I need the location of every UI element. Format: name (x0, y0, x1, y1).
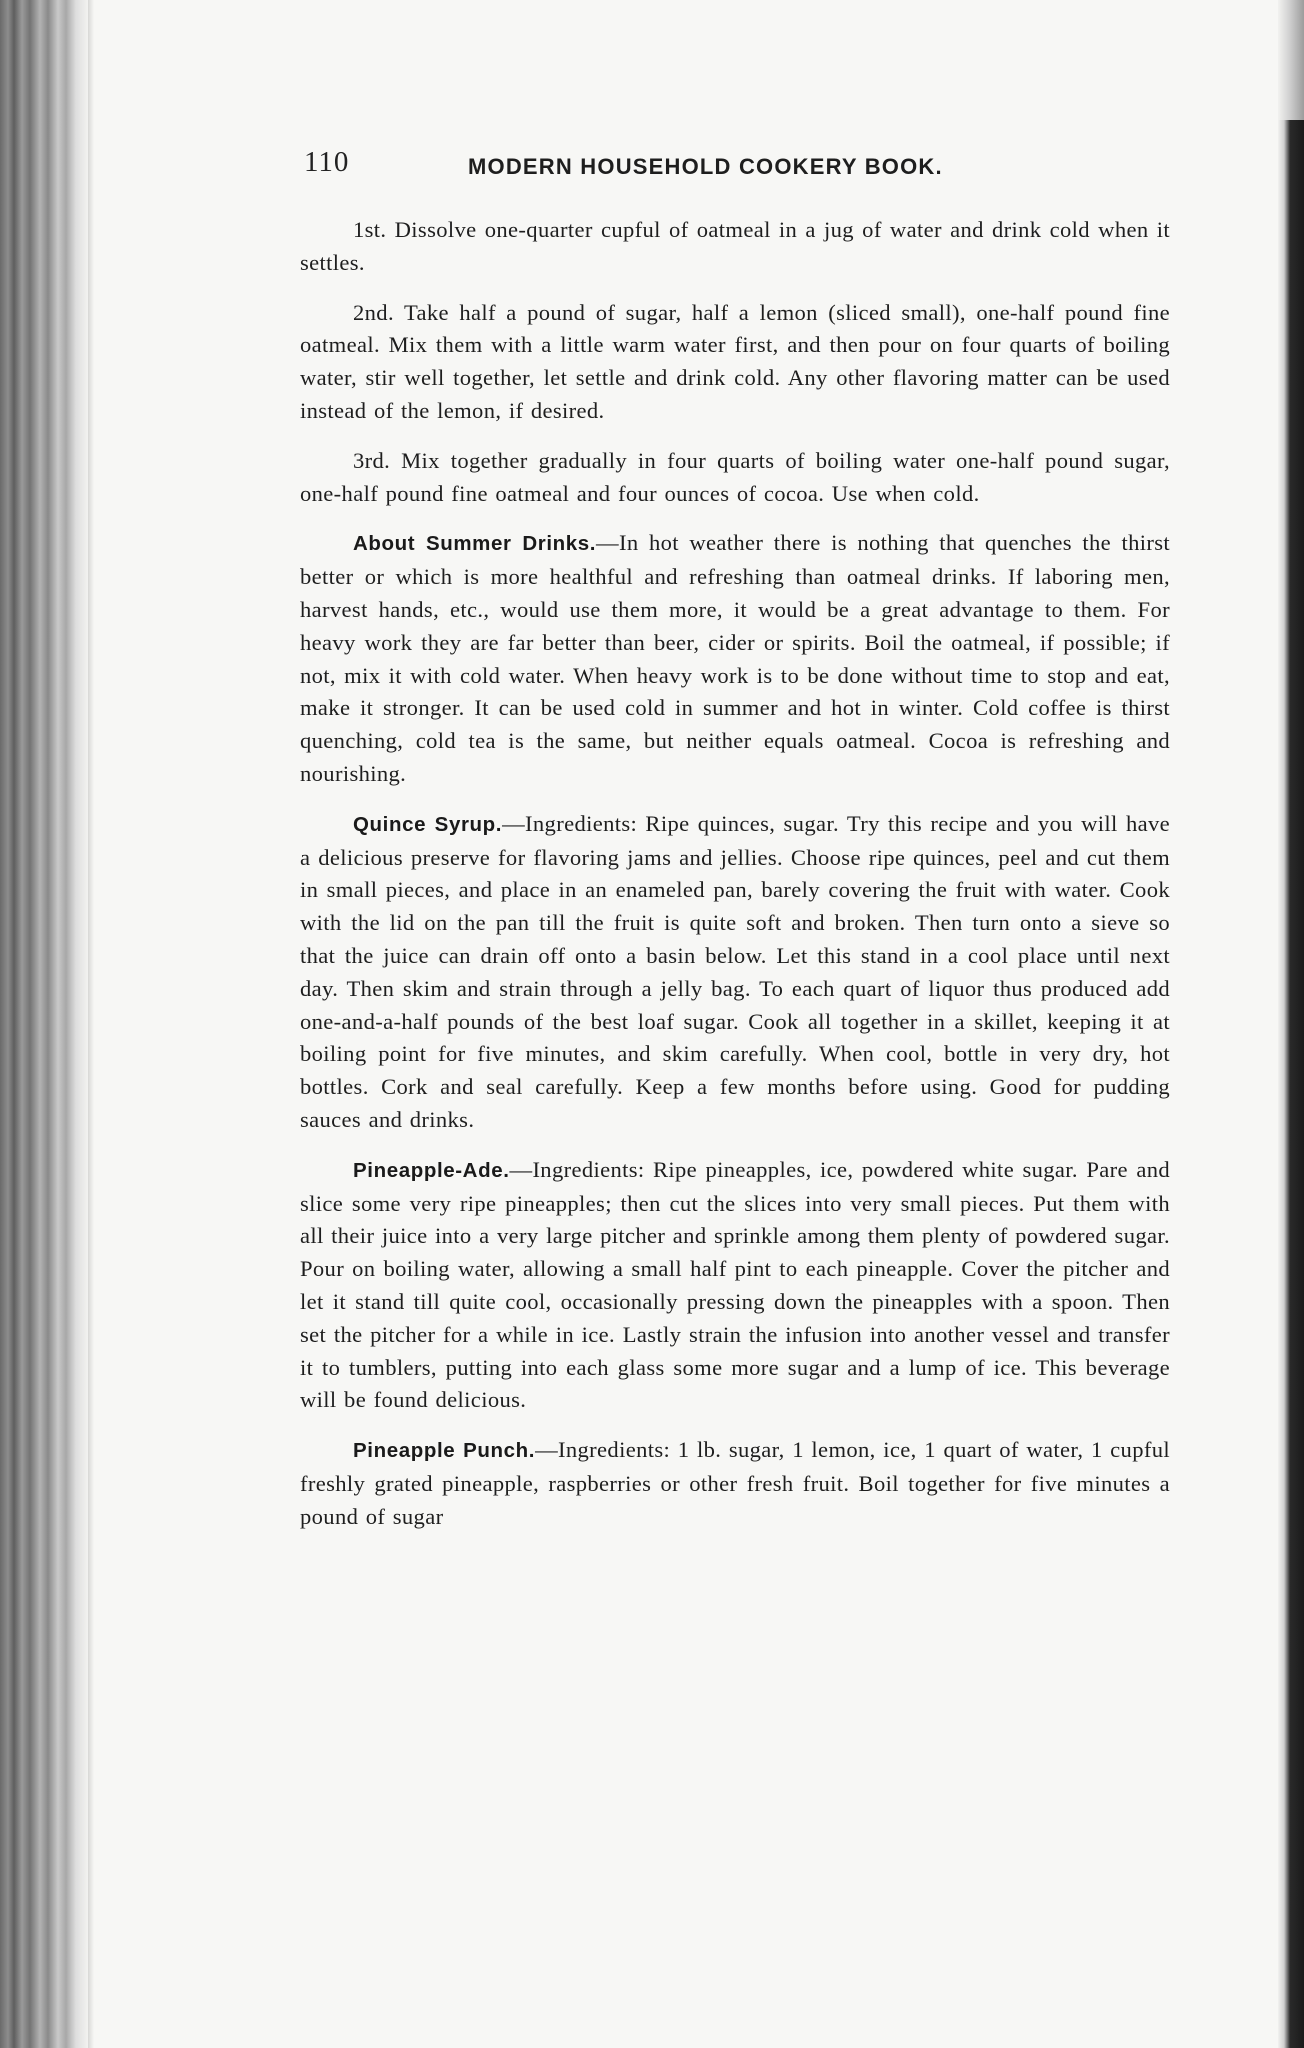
em-dash: — (502, 810, 526, 836)
page-right-edge (1278, 0, 1304, 2048)
paragraph-text: 3rd. Mix together gradually in four quarts of boiling water one-half pound sugar, one-half pound fine oatmeal and four ounces of cocoa. Use when cold. (300, 447, 1170, 506)
paragraph-text: 1st. Dissolve one-quarter cupful of oatmeal in a jug of water and drink cold when it settles. (300, 217, 1170, 275)
em-dash: — (596, 530, 619, 556)
section-heading: Pineapple Punch. (353, 1439, 536, 1463)
paragraph-text: 2nd. Take half a pound of sugar, half a lemon (sliced small), one-half pound fine oatmeal. Mix them with a little warm water first, and then pour on four quarts of boiling water, stir well together, let settle and drink cold. Any other flavoring matter can be used instead of the lemon, if desired. (300, 299, 1170, 423)
em-dash: — (509, 1156, 533, 1182)
paragraph-1st (300, 214, 1170, 280)
page-header (300, 146, 1170, 194)
em-dash: — (535, 1437, 559, 1463)
page-content (300, 146, 1170, 1550)
page-number: 110 (304, 146, 350, 178)
paragraph-about-summer-drinks (300, 527, 1170, 790)
paragraph-2nd (300, 297, 1170, 428)
section-heading: Quince Syrup. (353, 812, 503, 836)
paragraph-text: In hot weather there is nothing that quenches the thirst better or which is more healthful and refreshing than oatmeal drinks. If laboring men, harvest hands, etc., would use them more, it would be a great advantage to them. For heavy work they are far better than beer, cider or spirits. Boil the oatmeal, if possible; if not, mix it with cold water. When heavy work is to be done without time to stop and eat, make it stronger. It can be used cold in summer and hot in winter. Cold coffee is thirst quenching, cold tea is the same, but neither equals oatmeal. Cocoa is refreshing and nourishing. (300, 530, 1170, 786)
paragraph-text: Ingredients: Ripe pineapples, ice, powdered white sugar. Pare and slice some very ripe pineapples; then cut the slices into very small pieces. Put them with all their juice into a very large pitcher and sprinkle among them plenty of powdered sugar. Pour on boiling water, allowing a small half pint to each pineapple. Cover the pitcher and let it stand till quite cool, occasionally pressing down the pineapples with a spoon. Then set the pitcher for a while in ice. Lastly strain the infusion into another vessel and transfer it to tumblers, putting into each glass some more sugar and a lump of ice. This beverage will be found delicious. (300, 1156, 1170, 1413)
page-right-edge-top (1278, 0, 1304, 120)
page-binding-shadow (0, 0, 88, 2048)
binding-edge (88, 0, 94, 2048)
paragraph-text: Ingredients: Ripe quinces, sugar. Try this recipe and you will have a delicious preserve for flavoring jams and jellies. Choose ripe quinces, peel and cut them in small pieces, and place in an enameled pan, barely covering the fruit with water. Cook with the lid on the pan till the fruit is quite soft and broken. Then turn onto a sieve so that the juice can drain off onto a basin below. Let this stand in a cool place until next day. Then skim and strain through a jelly bag. To each quart of liquor thus produced add one-and-a-half pounds of the best loaf sugar. Cook all together in a skillet, keeping it at boiling point for five minutes, and skim carefully. When cool, bottle in very dry, hot bottles. Cork and seal carefully. Keep a few months before using. Good for pudding sauces and drinks. (300, 810, 1170, 1132)
section-heading: About Summer Drinks. (353, 532, 597, 556)
paragraph-3rd (300, 445, 1170, 511)
paragraph-quince-syrup (300, 808, 1170, 1137)
paragraph-pineapple-punch (300, 1434, 1170, 1533)
paragraph-pineapple-ade (300, 1154, 1170, 1417)
section-heading: Pineapple-Ade. (353, 1158, 510, 1182)
running-title: MODERN HOUSEHOLD COOKERY BOOK. (468, 154, 943, 179)
paragraph-text: Ingredients: 1 lb. sugar, 1 lemon, ice, 1 quart of water, 1 cupful freshly grated pineapple, raspberries or other fresh fruit. Boil together for five minutes a pound of sugar (300, 1437, 1171, 1529)
